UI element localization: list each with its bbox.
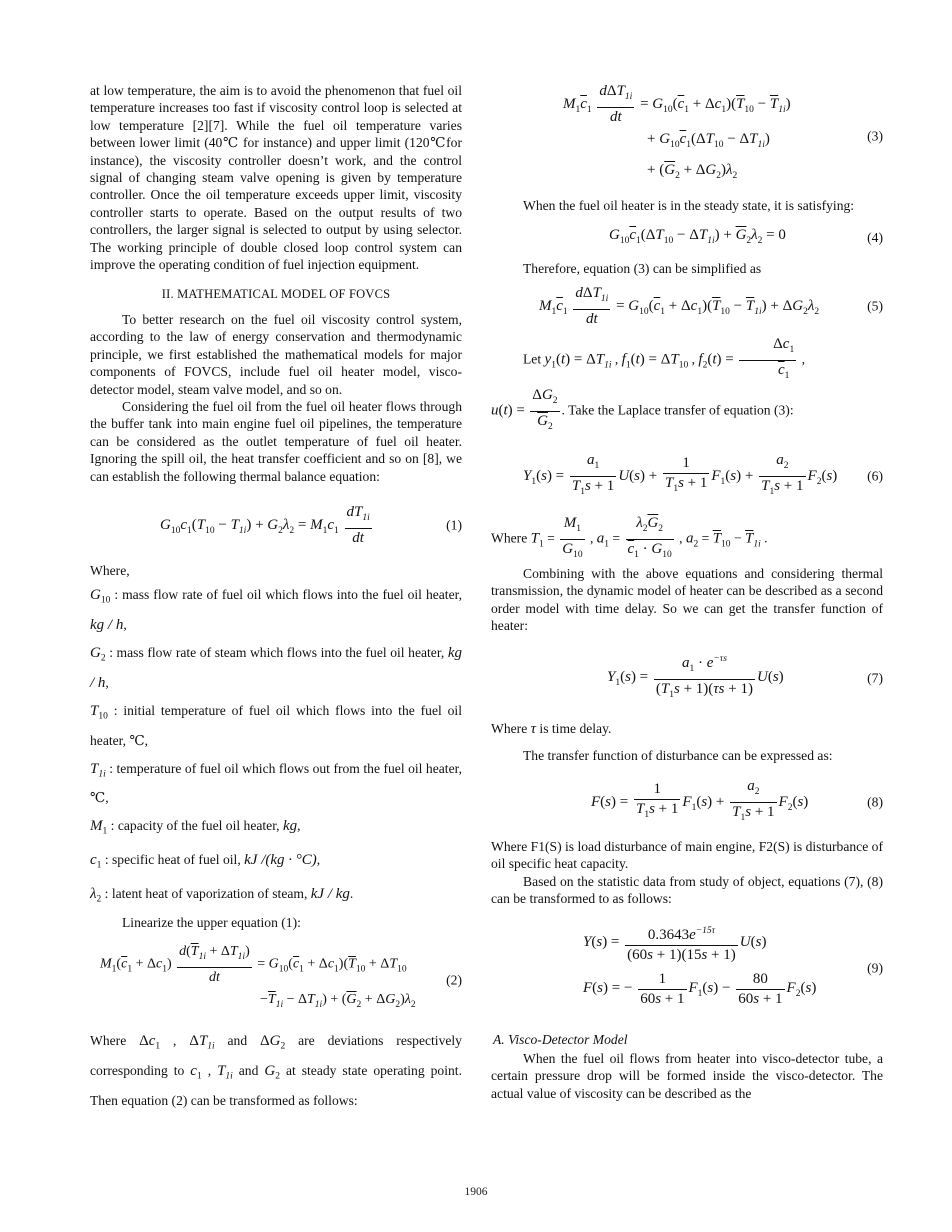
where-params: Where $T_1$ = $\frac{M_1}{G_{10}}$ , $a_1$ = $\frac{\lambda_2\overline{G}_2}{\overline{c}_1 \cdot G_{10}}$ , $a_2 = \overline{T}_{10} - \overline{T}_{1i}$ . <box>491 514 883 565</box>
disturbance-text: The transfer function of disturbance can be expressed as: <box>523 748 833 764</box>
deviations-paragraph: Where $\Delta c_1$ , $\Delta T_{1i}$ and $\Delta G_2$ are deviations respectively corresponding to $c_1$ , $T_{1i}$ and $G_2$ at steady state operating point. Then equation (2) can be transformed as follows: <box>90 1033 462 1108</box>
statistic-text: Based on the statistic data from study of object, equations (7), (8) can be transformed to as follows: <box>491 873 883 907</box>
equation-5: $M_1\overline{c}_1$ $\frac{d\Delta T_{1i}}{dt}$ = $G_{10}(\overline{c}_1 + \Delta c_1)(\overline{T}_{10} - \overline{T}_{1i}) + \Delta G_2\lambda_2$ (5) <box>539 284 883 327</box>
equation-6-number: (6) <box>867 468 883 484</box>
equation-2: $M_1(\overline{c}_1 + \Delta c_1)$ $\frac{d(\overline{T}_{1i} + \Delta T_{1i})}{dt}$ = $G_{10}(\overline{c}_1 + \Delta c_1)(\overline{T}_{10} + \Delta T_{10}$ $-\overline{T}_{1i} - \Delta T_{1i}) + (\overline{G}_2 + \Delta G_2)\lambda_2$ (2) <box>100 943 462 1010</box>
equation-8: F(s) = $\frac{1}{T_1s + 1}$ $F_1(s)$ + $\frac{a_2}{T_1s + 1}$ $F_2(s)$ (8) <box>491 777 883 828</box>
definition-m1: $M_1$ : capacity of the fuel oil heater, kg, <box>90 818 301 837</box>
simplified-text: Therefore, equation (3) can be simplified as <box>523 261 762 277</box>
where-label: Where, <box>90 562 130 578</box>
steady-state-text: When the fuel oil heater is in the steady state, it is satisfying: <box>523 198 855 213</box>
left-column <box>90 82 462 1113</box>
equation-1: $G_{10}c_1(T_{10} - T_{1i}) + G_2\lambda_2 = M_1c_1$ $\frac{dT_{1i}}{dt}$ (1) <box>160 503 462 546</box>
equation-8-number: (8) <box>867 794 883 810</box>
combining-text: Combining with the above equations and considering thermal transmission, the dynamic model of heater can be described as a second order model with time delay. So we can get the transfer function of heater: <box>491 565 883 634</box>
equation-7-number: (7) <box>867 670 883 686</box>
definition-g10: $G_{10}$ : mass flow rate of fuel oil which flows into the fuel oil heater, kg / h, <box>90 587 462 634</box>
equation-7: $Y_1(s)$ = $\frac{a_1 \cdot e^{-\tau s}}{(T_1s + 1)(\tau s + 1)}$ U(s) (7) <box>491 650 883 705</box>
equation-1-number: (1) <box>446 517 462 533</box>
page-number: 1906 <box>464 1186 488 1198</box>
equation-5-number: (5) <box>867 298 883 314</box>
definition-t1i: $T_{1i}$ : temperature of fuel oil which flows out from the fuel oil heater, ℃, <box>90 760 462 806</box>
equation-2-number: (2) <box>446 971 462 987</box>
equation-4-number: (4) <box>867 230 883 246</box>
eq9-gain: 0.3643 <box>647 926 690 943</box>
linearize-text: Linearize the upper equation (1): <box>122 915 301 931</box>
subsection-heading: A. Visco-Detector Model <box>493 1032 628 1048</box>
definition-lambda2: $\lambda_2$ : latent heat of vaporization of steam, kJ / kg. <box>90 885 354 905</box>
considering-paragraph: Considering the fuel oil from the fuel oil heater flows through the buffer tank into main engine fuel oil pipelines, the temperature can be considered as the outlet temperature of fuel oil heater. Ignoring the spill oil, the heat transfer coefficient and so on [8], we can establish the following thermal balance equation: <box>90 398 462 484</box>
equation-6: $Y_1(s)$ = $\frac{a_1}{T_1s + 1}$ U(s) + $\frac{1}{T_1s + 1}$ $F_1(s)$ + $\frac{a_2}{T_1s + 1}$ $F_2(s)$ (6) <box>491 451 883 502</box>
definition-c1: $c_1$ : specific heat of fuel oil, kJ /(kg · °C), <box>90 851 321 871</box>
let-definitions: Let $y_1(t) = \Delta T_{1i}$ , $f_1(t) = \Delta T_{10}$ , $f_2(t)$ = $\frac{\Delta c_1}{\overline{c}_1}$ , <box>491 335 883 386</box>
eq9-disturbance-gain: 80 <box>752 970 768 987</box>
section-heading: II. MATHEMATICAL MODEL OF FOVCS <box>161 287 391 302</box>
intro-paragraph: at low temperature, the aim is to avoid the phenomenon that fuel oil temperature increases too fast if viscosity control loop is selected at low temperature [2][7]. While the fuel oil temperature varies between lower limit (40℃ for instance) and upper limit (120℃for instance), the viscosity controller doesn’t work, and the control signal of changing steam valve opening is given by temperature controller. Once the oil temperature exceeds upper limit, viscosity controller starts to operate. Based on the output results of two controllers, the larger signal is selected to output by using selector. The working principle of double closed loop control system can improve the operating condition of fuel injection equipment. <box>90 83 462 273</box>
right-column <box>491 82 883 1102</box>
research-paragraph: To better research on the fuel oil viscosity control system, according to the law of energy conservation and thermodynamic principle, we first established the mathematical models for major components of FOVCS, include fuel oil heater model, visco-detector model, steam valve model, and so on. <box>90 311 462 397</box>
time-delay-text: Where τ is time delay. <box>491 721 612 738</box>
visco-text: When the fuel oil flows from heater into visco-detector tube, a certain pressure drop will be formed inside the visco-detector. The actual value of viscosity can be described as the <box>491 1050 883 1101</box>
eq9-delay: −15τ <box>695 925 716 936</box>
definition-t10: $T_{10}$ : initial temperature of fuel oil which flows into the fuel oil heater, ℃, <box>90 702 462 748</box>
equation-3: $M_1\overline{c}_1$ $\frac{d\Delta T_{1i}}{dt}$ = $G_{10}(\overline{c}_1 + \Delta c_1)(\overline{T}_{10} - \overline{T}_{1i})$ + $G_{10}\overline{c}_1(\Delta T_{10} - \Delta T_{1i})$ + $(\overline{G}_2 + \Delta G_2)\lambda_2$ (3) <box>563 83 883 181</box>
definition-g2: $G_2$ : mass flow rate of steam which flows into the fuel oil heater, kg / h, <box>90 645 462 691</box>
equation-3-number: (3) <box>867 127 883 143</box>
equation-9-number: (9) <box>867 960 883 976</box>
equation-4: $G_{10}\overline{c}_1(\Delta T_{10} - \Delta T_{1i}) + \overline{G}_2\lambda_2 = 0$ (4) <box>491 222 883 254</box>
load-disturbance-text: Where F1(S) is load disturbance of main engine, F2(S) is disturbance of oil specific heat capacity. <box>491 838 883 872</box>
laplace-text-line: u(t) = $\frac{\Delta G_2}{\overline{G}_2}$ . Take the Laplace transfer of equation (3): <box>491 386 883 437</box>
equation-9: Y(s) = $\frac{0.3643e^{-15\tau}}{(60s + 1)(15s + 1)}$ U(s) F(s) = − $\frac{1}{60s + 1}$ $F_1(s)$ − $\frac{80}{60s + 1}$ $F_2(s)$ (9) <box>583 925 883 1007</box>
